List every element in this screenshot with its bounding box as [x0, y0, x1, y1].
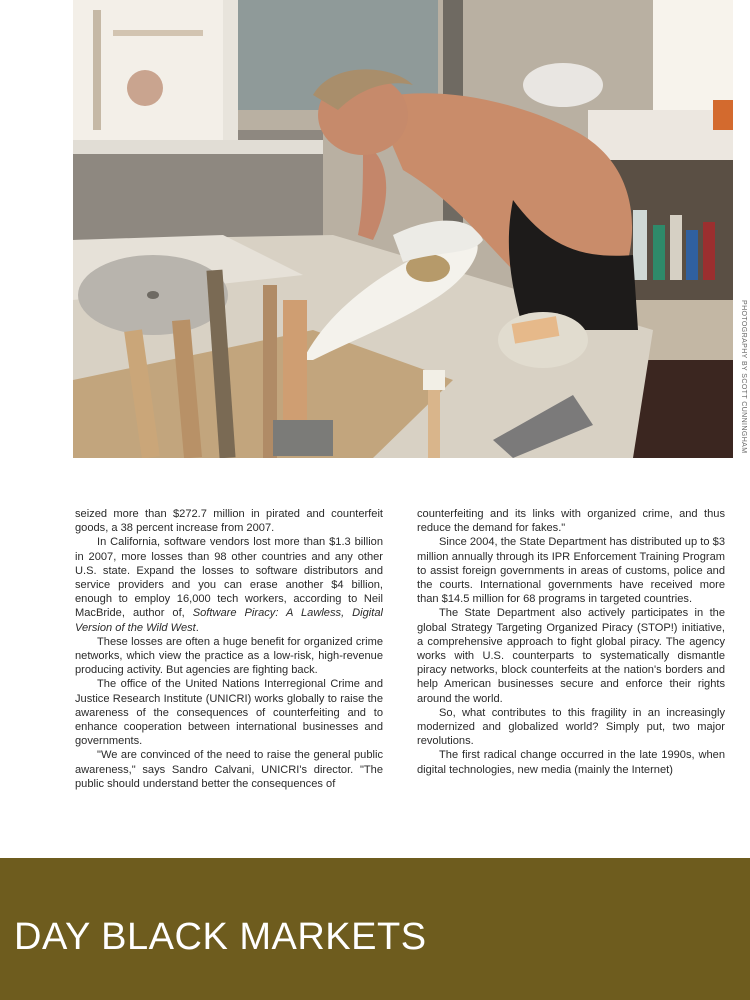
paragraph: The office of the United Nations Interregional Crime and Justice Research Institute (UNICRI) works globally to raise the awareness of the consequences of counterfeiting and to enhance cooperation between international businesses and governments.: [75, 678, 383, 748]
paragraph: The first radical change occurred in the late 1990s, when digital technologies, new media (mainly the Internet): [417, 749, 725, 776]
paragraph: In California, software vendors lost more than $1.3 billion in 2007, more losses than 98 other countries and any other U.S. state. Expand the losses to software distributors and service providers and you can erase another $4 billion, enough to employ 16,000 tech workers, according to Neil MacBride, author of, Software Piracy: A Lawless, Digital Version of the Wild West.: [75, 536, 383, 634]
banner-title: DAY BLACK MARKETS: [14, 916, 427, 958]
section-banner: [0, 858, 750, 1000]
book-title: Software Piracy: A Lawless, Digital Version of the Wild West: [75, 607, 383, 634]
paragraph: seized more than $272.7 million in pirated and counterfeit goods, a 38 percent increase from 2007.: [75, 508, 383, 535]
sculptor-photo-illustration: [73, 0, 733, 458]
paragraph: "We are convinced of the need to raise the general public awareness," says Sandro Calvani, UNICRI's director. "The public should understand better the consequences of: [75, 749, 383, 790]
paragraph: counterfeiting and its links with organized crime, and thus reduce the demand for fakes.": [417, 508, 725, 535]
photo-credit: PHOTOGRAPHY BY SCOTT CUNNINGHAM: [740, 300, 747, 454]
article-column-left: [75, 507, 383, 847]
paragraph: Since 2004, the State Department has distributed up to $3 million annually through its IPR Enforcement Training Program to assist foreign governments in areas of customs, police and the courts. International governments have received more than $14.5 million for 68 programs in targeted countries.: [417, 536, 725, 606]
paragraph: These losses are often a huge benefit for organized crime networks, which view the practice as a low-risk, high-revenue producing activity. But agencies are fighting back.: [75, 635, 383, 677]
paragraph: So, what contributes to this fragility in an increasingly modernized and globalized world? Simply put, two major revolutions.: [417, 706, 725, 748]
article-photo: [73, 0, 733, 458]
paragraph: The State Department also actively participates in the global Strategy Targeting Organized Piracy (STOP!) initiative, a comprehensive approach to fight global piracy. The agency works with U.S. counterparts to systematically dismantle piracy networks, block counterfeits at the nation's borders and help American businesses secure and enforce their rights around the world.: [417, 607, 725, 705]
article-column-right: [417, 507, 725, 847]
